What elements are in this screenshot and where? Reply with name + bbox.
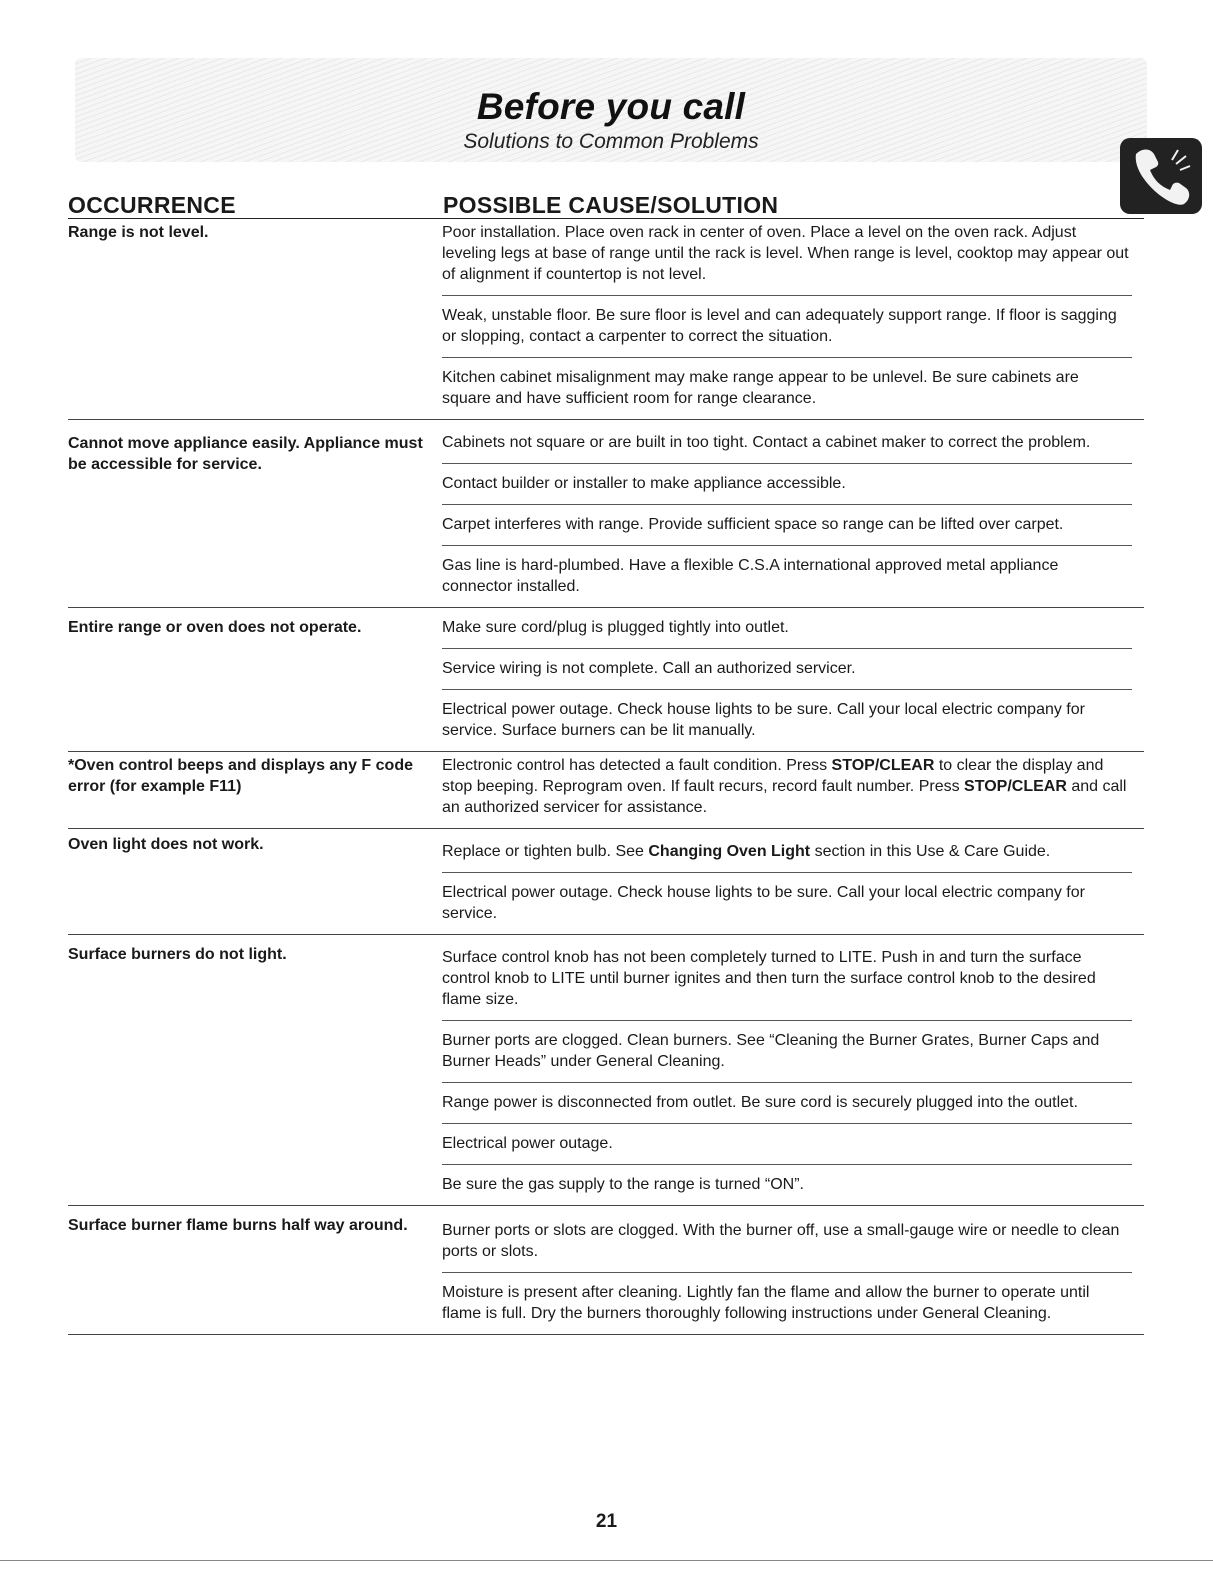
- solution-item: Weak, unstable floor. Be sure floor is level and can adequately support range. If floor is sagging or slopping, contact a carpenter to correct the situation.: [442, 296, 1132, 358]
- solution-item: Contact builder or installer to make appliance accessible.: [442, 464, 1132, 505]
- solution-item: Service wiring is not complete. Call an authorized servicer.: [442, 649, 1132, 690]
- solution-item: Be sure the gas supply to the range is turned “ON”.: [442, 1176, 804, 1193]
- solution-item: Poor installation. Place oven rack in center of oven. Place a level on the oven rack. Adjust leveling legs at base of range until the rack is level. When range is level, cooktop may appear out of alignment if countertop is not level.: [442, 219, 1132, 296]
- changing-oven-light-ref: Changing Oven Light: [648, 843, 811, 860]
- occurrence-cell: Entire range or oven does not operate.: [68, 619, 362, 636]
- solution-item: Kitchen cabinet misalignment may make range appear to be unlevel. Be sure cabinets are square and have sufficient room for range clearance.: [442, 369, 1079, 407]
- occurrence-cell: Surface burners do not light.: [68, 946, 287, 963]
- table-row: [68, 1206, 1144, 1335]
- solution-item: Moisture is present after cleaning. Lightly fan the flame and allow the burner to operate until flame is full. Dry the burners thoroughly following instructions under General Cleaning.: [442, 1284, 1090, 1322]
- solution-item: Range power is disconnected from outlet. Be sure cord is securely plugged into the outlet.: [442, 1083, 1132, 1124]
- occurrence-cell: Surface burner flame burns half way around.: [68, 1217, 408, 1234]
- solution-item: Surface control knob has not been completely turned to LITE. Push in and turn the surface control knob to LITE until burner ignites and then turn the surface control knob to the desired flame size.: [442, 935, 1132, 1021]
- solution-item: Carpet interferes with range. Provide sufficient space so range can be lifted over carpet.: [442, 505, 1132, 546]
- solution-cell: [442, 1206, 1144, 1334]
- solution-cell: [442, 420, 1144, 607]
- header-banner: [75, 58, 1147, 162]
- solution-item: Electrical power outage. Check house lights to be sure. Call your local electric company for service.: [442, 884, 1085, 922]
- stop-clear-key: STOP/CLEAR: [831, 757, 935, 774]
- table-row: [68, 420, 1144, 608]
- table-row: [68, 935, 1144, 1206]
- solution-cell: [442, 829, 1144, 934]
- solution-cell: [442, 935, 1144, 1205]
- solution-item: Replace or tighten bulb. See Changing Oven Light section in this Use & Care Guide.: [442, 829, 1132, 873]
- occurrence-cell: Range is not level.: [68, 224, 209, 241]
- solution-item: Electrical power outage.: [442, 1124, 1132, 1165]
- table-row: [68, 752, 1144, 829]
- phone-icon: [1120, 138, 1202, 214]
- solution-item: Gas line is hard-plumbed. Have a flexible C.S.A international approved metal appliance connector installed.: [442, 557, 1059, 595]
- occurrence-heading: OCCURRENCE: [68, 192, 236, 218]
- solution-cell: [442, 752, 1144, 828]
- page-title: Before you call: [476, 86, 746, 127]
- occurrence-cell: Oven light does not work.: [68, 836, 264, 853]
- page-number: 21: [595, 1511, 618, 1532]
- solution-cell: [442, 219, 1144, 419]
- occurrence-cell: *Oven control beeps and displays any F code error (for example F11): [68, 757, 413, 795]
- solution-item: Electronic control has detected a fault condition. Press STOP/CLEAR to clear the display and stop beeping. Reprogram oven. If fault recurs, record fault number. Press STOP/CLEAR and call an authorized servicer for assistance.: [442, 757, 1127, 816]
- solution-item: Make sure cord/plug is plugged tightly into outlet.: [442, 608, 1132, 649]
- solution-heading: POSSIBLE CAUSE/SOLUTION: [443, 192, 779, 218]
- table-row: [68, 608, 1144, 752]
- solution-item: Burner ports or slots are clogged. With the burner off, use a small-gauge wire or needle to clean ports or slots.: [442, 1206, 1132, 1273]
- bottom-rule: [0, 1560, 1213, 1561]
- stop-clear-key: STOP/CLEAR: [964, 778, 1067, 795]
- troubleshooting-table: [68, 219, 1144, 1335]
- occurrence-cell: Cannot move appliance easily. Appliance must be accessible for service.: [68, 435, 423, 473]
- solution-item: Burner ports are clogged. Clean burners. See “Cleaning the Burner Grates, Burner Caps and Burner Heads” under General Cleaning.: [442, 1021, 1132, 1083]
- table-row: [68, 829, 1144, 935]
- solution-item: Electrical power outage. Check house lights to be sure. Call your local electric company for service. Surface burners can be lit manually.: [442, 701, 1085, 739]
- page-subtitle: Solutions to Common Problems: [463, 130, 759, 153]
- table-row: [68, 219, 1144, 420]
- solution-cell: [442, 608, 1144, 751]
- solution-item: Cabinets not square or are built in too tight. Contact a cabinet maker to correct the problem.: [442, 420, 1132, 464]
